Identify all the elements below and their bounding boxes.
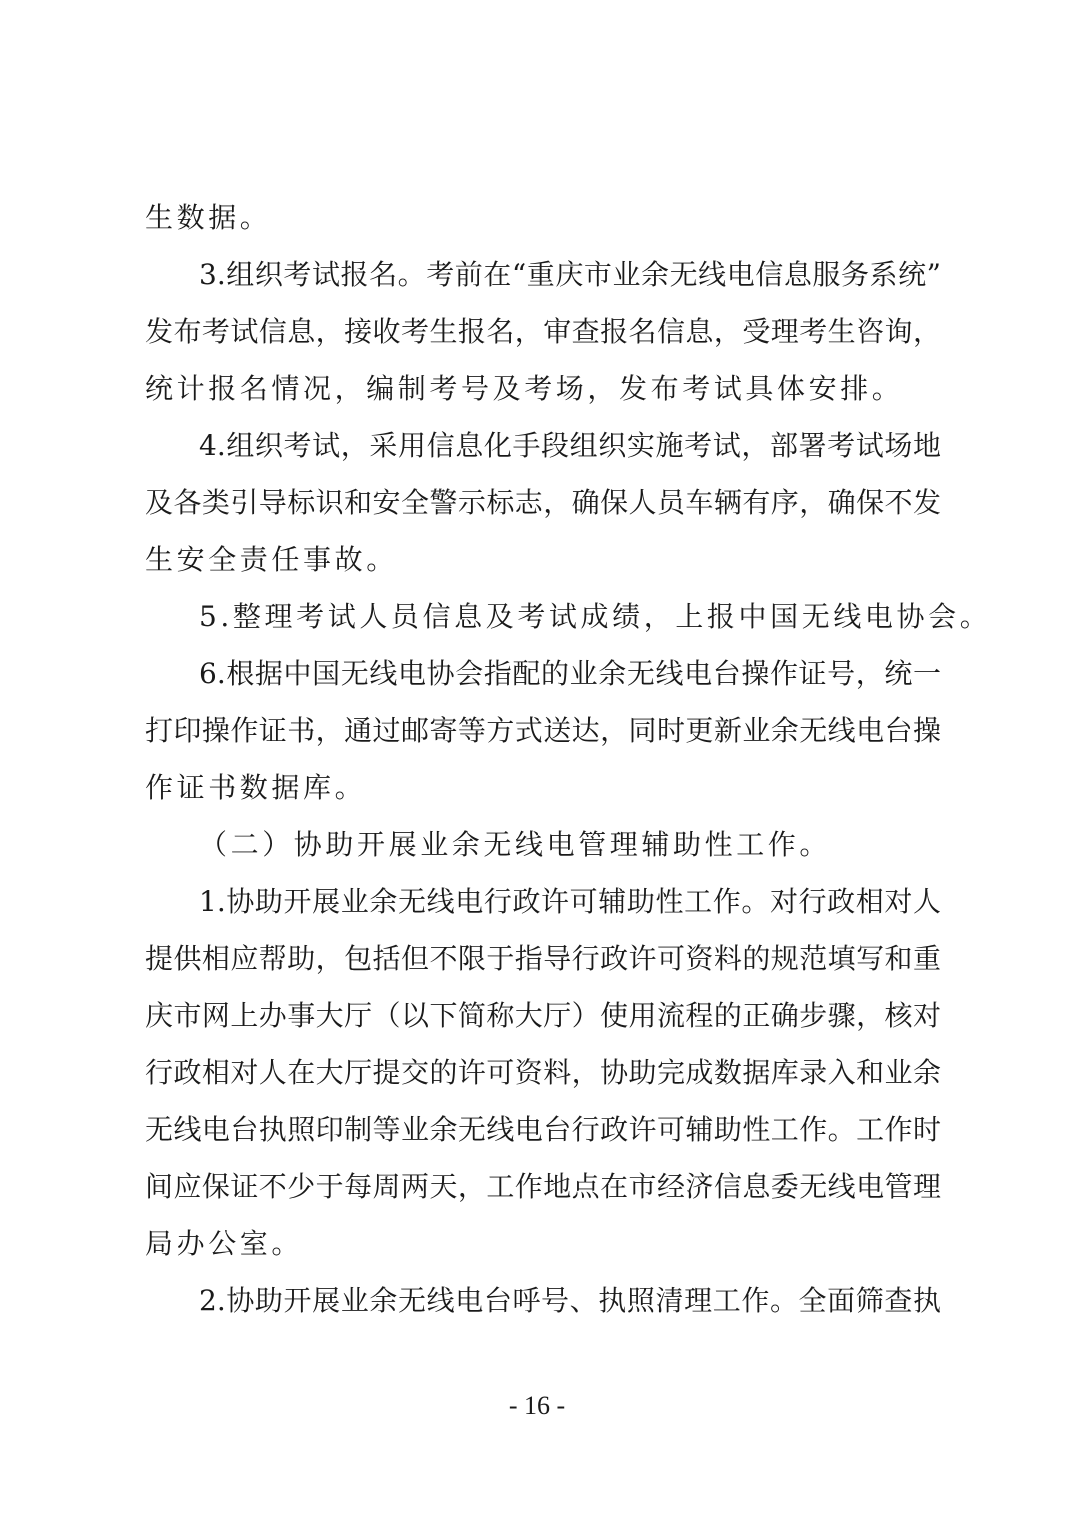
text-line-7: 生安全责任事故。 [145, 543, 398, 576]
text-line-20: 2.协助开展业余无线电台呼号、执照清理工作。全面筛查执 [199, 1284, 941, 1317]
page-number: - 16 - [508, 1391, 566, 1420]
text-line-6: 及各类引导标识和安全警示标志，确保人员车辆有序，确保不发 [145, 486, 941, 519]
text-line-13: 1.协助开展业余无线电行政许可辅助性工作。对行政相对人 [199, 885, 941, 918]
text-line-16: 行政相对人在大厅提交的许可资料，协助完成数据库录入和业余 [145, 1056, 941, 1089]
section-heading: （二）协助开展业余无线电管理辅助性工作。 [199, 828, 832, 861]
text-line-9: 6.根据中国无线电协会指配的业余无线电台操作证号，统一 [199, 657, 941, 690]
text-line-10: 打印操作证书，通过邮寄等方式送达，同时更新业余无线电台操 [145, 714, 941, 747]
text-line-14: 提供相应帮助，包括但不限于指导行政许可资料的规范填写和重 [145, 942, 941, 975]
text-line-3: 发布考试信息，接收考生报名，审查报名信息，受理考生咨询， [145, 315, 941, 348]
text-line-18: 间应保证不少于每周两天，工作地点在市经济信息委无线电管理 [145, 1170, 941, 1203]
text-line-15: 庆市网上办事大厅（以下简称大厅）使用流程的正确步骤，核对 [145, 999, 941, 1032]
text-line-17: 无线电台执照印制等业余无线电台行政许可辅助性工作。工作时 [145, 1113, 941, 1146]
text-line-5: 4.组织考试，采用信息化手段组织实施考试，部署考试场地 [199, 429, 941, 462]
text-line-11: 作证书数据库。 [145, 771, 367, 804]
text-line-2: 3.组织考试报名。考前在“重庆市业余无线电信息服务系统” [199, 258, 941, 291]
text-line-19: 局办公室。 [145, 1227, 304, 1260]
text-line-4: 统计报名情况，编制考号及考场，发布考试具体安排。 [145, 372, 904, 405]
text-line-8: 5.整理考试人员信息及考试成绩，上报中国无线电协会。 [199, 600, 992, 633]
text-line-1: 生数据。 [145, 201, 272, 234]
